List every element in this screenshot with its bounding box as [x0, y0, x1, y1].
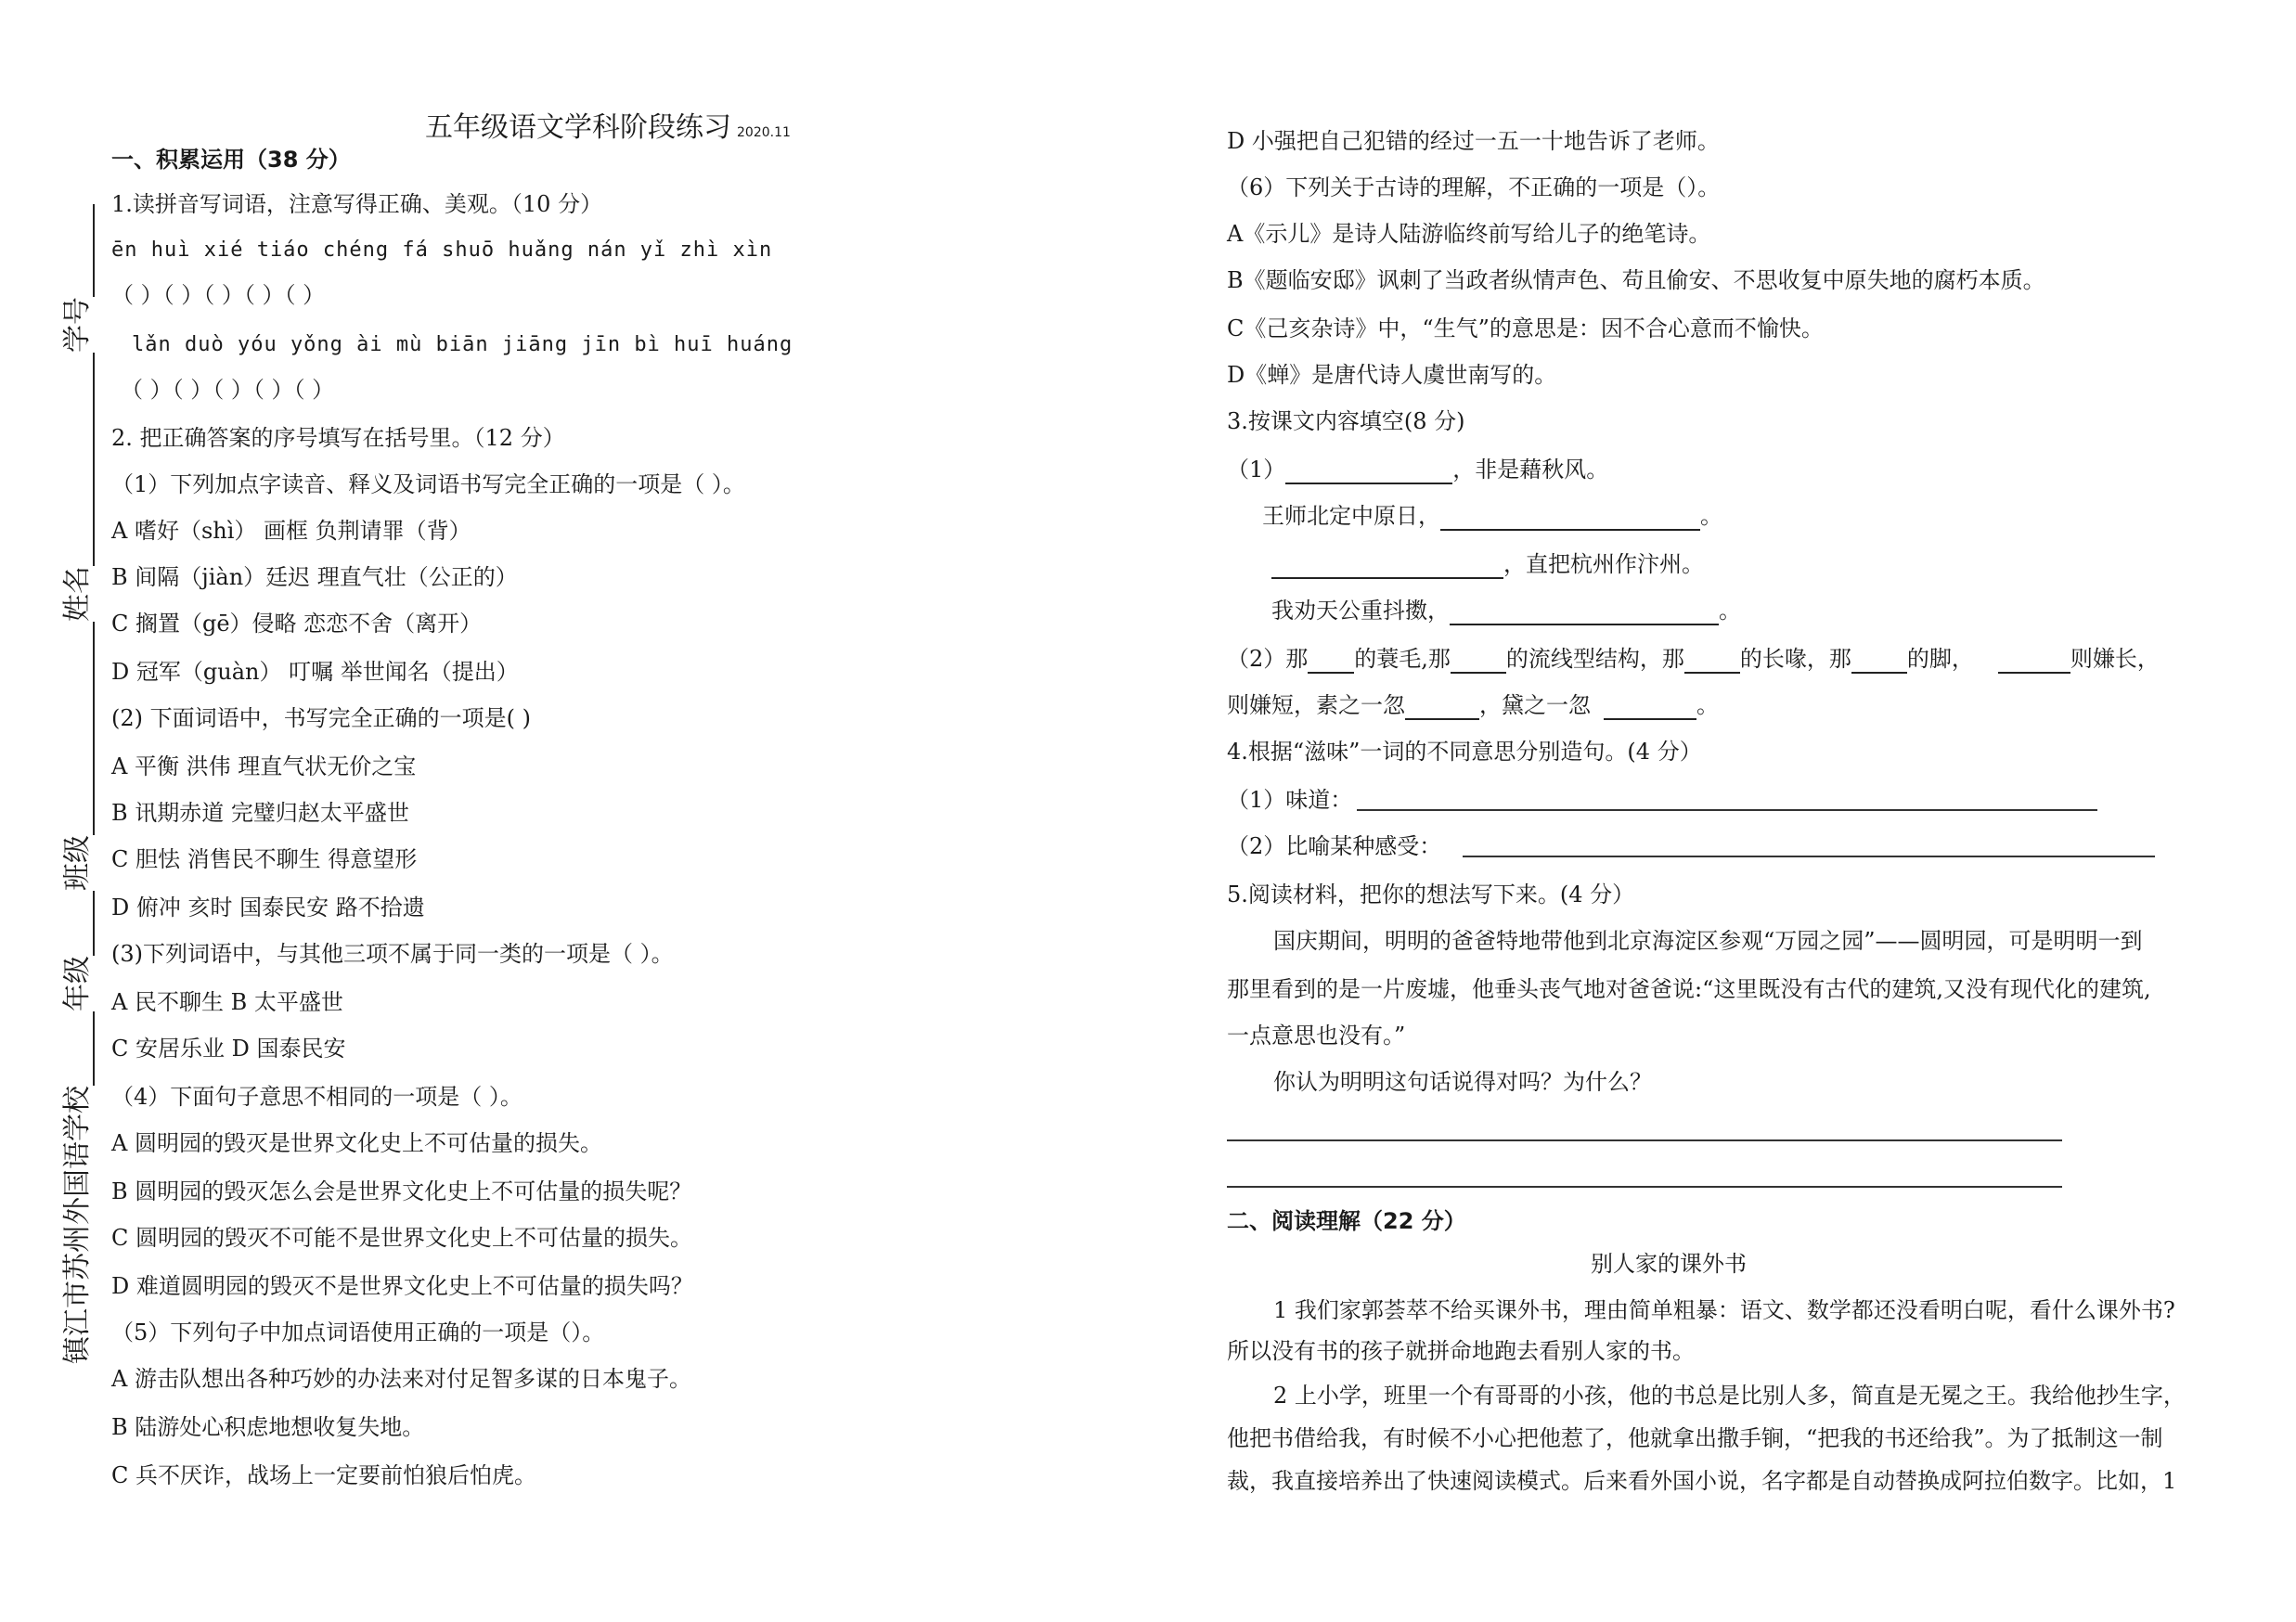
q2-6-option-a: A《示儿》是诗人陆游临终前写给儿子的绝笔诗。 [1227, 221, 1711, 247]
q2-1-option-d: D 冠军（guàn） 叮嘱 举世闻名（提出） [111, 659, 519, 685]
q3-2-line-b: 则嫌短，素之一忽 ，黛之一忽 。 [1227, 692, 1719, 718]
q4-1-answer-line[interactable] [1357, 809, 2097, 811]
q4-2-label: （2）比喻某种感受： [1227, 833, 1442, 859]
q2-1-option-b: B 间隔（jiàn）廷迟 理直气壮（公正的） [111, 564, 518, 590]
answer-brackets-row-2[interactable]: （ ）（ ）（ ）（ ）（ ） [121, 377, 335, 403]
q2-6-option-d: D《蝉》是唐代诗人虞世南写的。 [1227, 362, 1557, 388]
q2-5-option-c: C 兵不厌诈，战场上一定要前怕狼后怕虎。 [111, 1462, 536, 1488]
q2-6-text: （6）下列关于古诗的理解，不正确的一项是（）。 [1227, 174, 1721, 200]
q3-1-line-a: （1） ，非是藉秋风。 [1227, 457, 1609, 483]
number-blank-end[interactable] [67, 204, 95, 297]
q2-text: 2. 把正确答案的序号填写在括号里。（12 分） [111, 425, 565, 451]
q2-4-option-c: C 圆明园的毁灭不可能不是世界文化史上不可估量的损失。 [111, 1225, 692, 1251]
fill-blank[interactable] [1604, 694, 1696, 720]
q5-question: 你认为明明这句话说得对吗？为什么？ [1273, 1069, 1652, 1095]
section1-heading: 一、积累运用（38 分） [111, 147, 351, 173]
fill-blank[interactable] [1285, 458, 1452, 484]
school-label: 镇江市苏州外国语学校 [61, 1086, 94, 1364]
q2-3-text: (3)下列词语中，与其他三项不属于同一类的一项是（ ）。 [111, 941, 674, 967]
section2-heading: 二、阅读理解（22 分） [1227, 1208, 1466, 1234]
q4-text: 4.根据“滋味”一词的不同意思分别造句。(4 分） [1227, 739, 1702, 765]
q2-6-option-b: B《题临安邸》讽刺了当政者纵情声色、苟且偷安、不思收复中原失地的腐朽本质。 [1227, 267, 2045, 293]
q2-2-option-d: D 俯冲 亥时 国泰民安 路不拾遗 [111, 895, 425, 920]
q4-2-answer-line[interactable] [1463, 856, 2155, 857]
grade-label: 年级 [61, 956, 94, 1011]
q3-2-line-a: （2）那 的蓑毛,那 的流线型结构，那 的长喙，那 的脚， 则嫌长， [1227, 646, 2160, 672]
q2-1-text: （1）下列加点字读音、释义及词语书写完全正确的一项是（ ）。 [111, 471, 745, 497]
story-p2-line-1: 2 上小学，班里一个有哥哥的小孩，他的书总是比别人多，简直是无冕之王。我给他抄生字， [1273, 1383, 2186, 1409]
q2-2-option-c: C 胆怯 消售民不聊生 得意望形 [111, 846, 418, 872]
q2-2-option-a: A 平衡 洪伟 理直气状无价之宝 [111, 753, 417, 779]
q2-2-text: (2) 下面词语中，书写完全正确的一项是( ) [111, 705, 531, 731]
q2-4-text: （4）下面句子意思不相同的一项是（ ）。 [111, 1084, 522, 1110]
page-title: 五年级语文学科阶段练习 2020.11 [425, 111, 791, 144]
q5-answer-line-2[interactable] [1227, 1186, 2062, 1188]
fill-blank[interactable] [1450, 599, 1719, 625]
q3-1-line-d: 我劝天公重抖擞， 。 [1271, 598, 1741, 624]
story-title: 别人家的课外书 [1591, 1251, 1747, 1277]
title-date: 2020.11 [737, 125, 791, 140]
q5-passage-line-3: 一点意思也没有。” [1227, 1023, 1406, 1049]
answer-brackets-row-1[interactable]: （ ）（ ）（ ）（ ）（ ） [111, 282, 326, 308]
q2-1-option-a: A 嗜好（shì） 画框 负荆请罪（背） [111, 518, 471, 544]
q5-passage-line-1: 国庆期间，明明的爸爸特地带他到北京海淀区参观“万园之园”——圆明园，可是明明一到 [1273, 928, 2143, 954]
q3-text: 3.按课文内容填空(8 分) [1227, 408, 1465, 434]
fill-blank[interactable] [1440, 505, 1700, 531]
q2-3-options-cd: C 安居乐业 D 国泰民安 [111, 1036, 346, 1062]
q2-2-option-b: B 讯期赤道 完璧归赵太平盛世 [111, 800, 409, 826]
number-blank[interactable] [67, 353, 95, 566]
pinyin-row-1: ēn huì xié tiáo chéng fá shuō huǎng nán yǐ zhì xìn [111, 238, 773, 262]
fill-blank[interactable] [1998, 648, 2070, 674]
q3-1-line-c: ，直把杭州作汴州。 [1271, 549, 1704, 579]
fill-blank[interactable] [1684, 648, 1740, 674]
grade-blank[interactable] [67, 1011, 95, 1086]
q2-6-option-c: C《己亥杂诗》中，“生气”的意思是：因不合心意而不愉快。 [1227, 315, 1824, 341]
q2-4-option-a: A 圆明园的毁灭是世界文化史上不可估量的损失。 [111, 1130, 602, 1156]
q2-1-option-c: C 搁置（gē）侵略 恋恋不舍（离开） [111, 611, 483, 637]
q5-answer-line-1[interactable] [1227, 1139, 2062, 1141]
class-blank[interactable] [67, 891, 95, 956]
q1-text: 1.读拼音写词语，注意写得正确、美观。（10 分） [111, 191, 603, 217]
student-info-sidebar [54, 204, 95, 1364]
fill-blank[interactable] [1271, 553, 1503, 579]
class-label: 班级 [61, 835, 94, 891]
q5-text: 5.阅读材料，把你的想法写下来。(4 分） [1227, 882, 1635, 908]
pinyin-row-2: lǎn duò yóu yǒng ài mù biān jiāng jīn bì huī huáng [132, 333, 793, 356]
fill-blank[interactable] [1405, 694, 1479, 720]
story-p1-line-2: 所以没有书的孩子就拼命地跑去看别人家的书。 [1227, 1338, 1695, 1364]
story-p2-line-3: 裁，我直接培养出了快速阅读模式。后来看外国小说，名字都是自动替换成阿拉伯数字。比如，1 [1227, 1468, 2177, 1494]
fill-blank[interactable] [1308, 648, 1354, 674]
q2-5-option-b: B 陆游处心积虑地想收复失地。 [111, 1414, 425, 1440]
fill-blank[interactable] [1451, 648, 1506, 674]
q2-5-option-d: D 小强把自己犯错的经过一五一十地告诉了老师。 [1227, 128, 1720, 154]
name-blank[interactable] [67, 622, 95, 835]
number-label: 学号 [61, 297, 94, 353]
q2-4-option-b: B 圆明园的毁灭怎么会是世界文化史上不可估量的损失呢？ [111, 1178, 692, 1204]
q2-3-options-ab: A 民不聊生 B 太平盛世 [111, 989, 343, 1015]
q4-1-label: （1）味道： [1227, 787, 1353, 813]
q2-5-text: （5）下列句子中加点词语使用正确的一项是（）。 [111, 1319, 605, 1345]
q2-4-option-d: D 难道圆明园的毁灭不是世界文化史上不可估量的损失吗？ [111, 1273, 693, 1299]
q3-1-line-b: 王师北定中原日， 。 [1262, 503, 1722, 529]
q5-passage-line-2: 那里看到的是一片废墟，他垂头丧气地对爸爸说:“这里既没有古代的建筑,又没有现代化的建筑, [1227, 976, 2151, 1002]
q2-5-option-a: A 游击队想出各种巧妙的办法来对付足智多谋的日本鬼子。 [111, 1366, 691, 1392]
name-label: 姓名 [61, 566, 94, 622]
fill-blank[interactable] [1851, 648, 1907, 674]
story-p2-line-2: 他把书借给我，有时候不小心把他惹了，他就拿出撒手锏，“把我的书还给我”。为了抵制这一制 [1227, 1425, 2163, 1451]
story-p1-line-1: 1 我们家郭荟萃不给买课外书，理由简单粗暴：语文、数学都还没看明白呢，看什么课外书? [1273, 1297, 2175, 1323]
